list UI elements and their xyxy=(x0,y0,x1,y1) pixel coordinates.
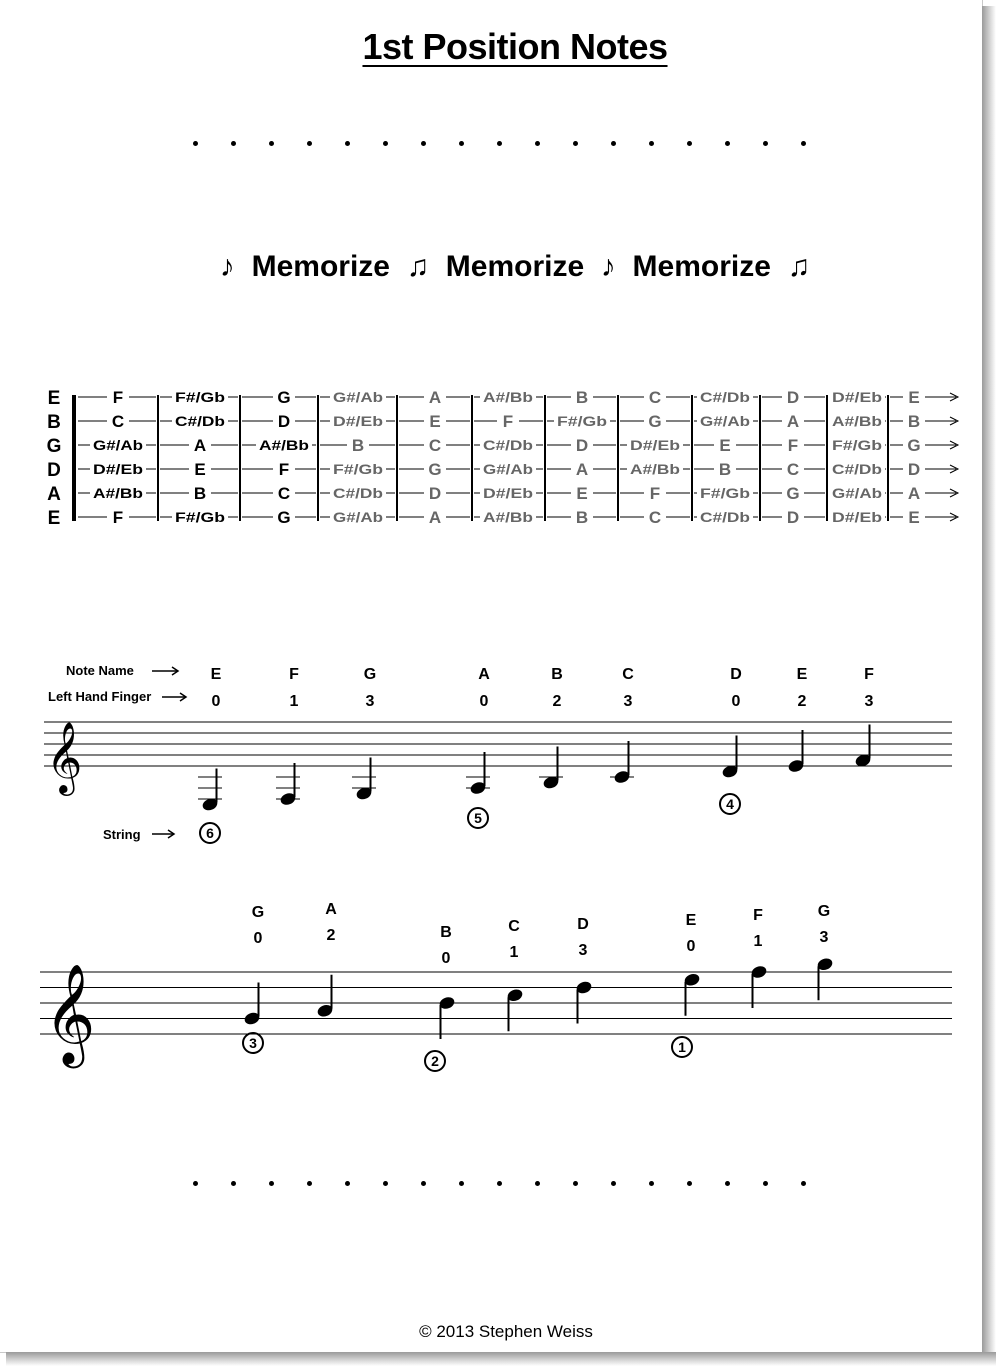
fret-note: C xyxy=(111,412,125,432)
fret-note: A xyxy=(575,460,589,480)
finger-number: 3 xyxy=(623,693,633,710)
treble-clef-icon: 𝄞 xyxy=(44,965,96,1062)
fret-note: D xyxy=(907,460,921,480)
fretboard-chart xyxy=(0,375,982,525)
music-note-icon: ♪ xyxy=(219,250,235,283)
divider-dot xyxy=(687,1181,692,1186)
fret-note: D#/Eb xyxy=(333,413,383,430)
finger-number: 2 xyxy=(552,693,562,710)
note-name: C xyxy=(508,918,520,935)
divider-dot xyxy=(497,1181,502,1186)
fret-note: G#/Ab xyxy=(333,509,383,525)
fret-note: G xyxy=(786,484,800,504)
fret-note: C xyxy=(428,436,442,456)
music-note-icon: ♫ xyxy=(406,250,430,283)
divider-dot xyxy=(725,1181,730,1186)
memorize-word: Memorize xyxy=(234,250,407,283)
finger-number: 3 xyxy=(819,929,829,946)
finger-number: 3 xyxy=(864,693,874,710)
divider-dot xyxy=(269,1181,274,1186)
finger-number: 1 xyxy=(289,693,299,710)
note-name: A xyxy=(478,666,490,683)
fret-note: G#/Ab xyxy=(93,437,143,454)
divider-dot xyxy=(383,1181,388,1186)
fret-note: A xyxy=(428,388,442,408)
fret-note: G xyxy=(428,460,442,480)
finger-number: 0 xyxy=(479,693,489,710)
string-label: G xyxy=(46,436,62,457)
fret-note: E xyxy=(429,412,441,432)
divider-dot xyxy=(459,1181,464,1186)
fret-note: B xyxy=(575,508,589,525)
finger-number: 3 xyxy=(365,693,375,710)
divider-dot xyxy=(345,1181,350,1186)
note-name: D xyxy=(730,666,742,683)
fret-note: C xyxy=(648,508,662,525)
fret-note: F#/Gb xyxy=(700,485,750,502)
fret-note: D xyxy=(786,508,800,525)
svg-text:1: 1 xyxy=(678,1039,686,1055)
fret-note: C#/Db xyxy=(175,413,225,430)
fret-note: A#/Bb xyxy=(93,485,143,502)
fret-note: F xyxy=(278,460,290,480)
note-name: F xyxy=(289,666,299,683)
svg-text:2: 2 xyxy=(431,1053,439,1069)
note-name: G xyxy=(817,903,831,920)
note-name: B xyxy=(551,666,563,683)
divider-dot xyxy=(573,1181,578,1186)
svg-text:6: 6 xyxy=(206,825,214,841)
fret-note: A#/Bb xyxy=(259,437,309,454)
fret-note: B xyxy=(351,436,365,456)
string-number-marker xyxy=(425,1051,445,1071)
finger-number: 3 xyxy=(578,942,588,959)
divider-dot xyxy=(383,141,388,146)
fret-note: A xyxy=(786,412,800,432)
fret-note: G xyxy=(277,508,291,525)
page-shadow-bottom xyxy=(6,1352,996,1366)
string-number-marker xyxy=(243,1033,263,1053)
page-title: 1st Position Notes xyxy=(362,26,668,67)
note-name: F xyxy=(864,666,874,683)
fret-note: A#/Bb xyxy=(483,509,533,525)
fret-note: A#/Bb xyxy=(630,461,680,478)
fret-note: G#/Ab xyxy=(700,413,750,430)
memorize-word: Memorize xyxy=(429,250,601,283)
note-name: E xyxy=(685,912,697,929)
fret-note: C#/Db xyxy=(700,389,750,406)
finger-number: 2 xyxy=(797,693,807,710)
note-name: E xyxy=(796,666,808,683)
fret-note: D xyxy=(428,484,442,504)
fret-note: A xyxy=(907,484,921,504)
string-label: A xyxy=(47,484,61,505)
fret-note: B xyxy=(575,388,589,408)
nut-bar xyxy=(72,395,76,521)
divider-dot xyxy=(763,141,768,146)
fret-note: E xyxy=(194,460,206,480)
divider-dot xyxy=(193,1181,198,1186)
divider-dot xyxy=(421,1181,426,1186)
divider-dot xyxy=(497,141,502,146)
music-note-icon: ♫ xyxy=(787,250,811,283)
staff-high-notes xyxy=(0,900,982,1080)
fret-note: D#/Eb xyxy=(832,389,882,406)
fret-note: G xyxy=(277,388,291,408)
fret-note: C xyxy=(277,484,291,504)
fret-note: F#/Gb xyxy=(333,461,383,478)
fret-note: D xyxy=(786,388,800,408)
fret-note: G#/Ab xyxy=(483,461,533,478)
fret-note: B xyxy=(193,484,207,504)
fret-note: A#/Bb xyxy=(832,413,882,430)
fret-note: A#/Bb xyxy=(483,389,533,406)
fret-note: C#/Db xyxy=(832,461,882,478)
page-shadow-right xyxy=(982,6,996,1365)
fret-note: D xyxy=(575,436,589,456)
fret-note: D#/Eb xyxy=(483,485,533,502)
finger-number: 1 xyxy=(753,933,763,950)
divider-dot xyxy=(687,141,692,146)
finger-number: 0 xyxy=(686,938,696,955)
divider-dot xyxy=(345,141,350,146)
fret-note: C xyxy=(786,460,800,480)
fret-note: A xyxy=(193,436,207,456)
divider-dot xyxy=(231,1181,236,1186)
note-name: B xyxy=(440,924,452,941)
string-number-marker xyxy=(200,823,220,843)
note-name: G xyxy=(363,666,377,683)
fret-note: C#/Db xyxy=(483,437,533,454)
divider-dot xyxy=(573,141,578,146)
string-label: E xyxy=(47,388,61,409)
fret-note: A xyxy=(428,508,442,525)
divider-dot xyxy=(535,141,540,146)
fret-note: E xyxy=(908,388,920,408)
finger-label: Left Hand Finger xyxy=(48,689,152,704)
fret-note: F#/Gb xyxy=(175,389,225,406)
divider-dot xyxy=(649,141,654,146)
string-number-marker xyxy=(720,794,740,814)
finger-number: 0 xyxy=(253,930,263,947)
note-name-label: Note Name xyxy=(66,663,134,678)
divider-dot xyxy=(193,141,198,146)
fret-note: F#/Gb xyxy=(557,413,607,430)
note-name: E xyxy=(210,666,222,683)
finger-number: 0 xyxy=(211,693,221,710)
divider-dot xyxy=(421,141,426,146)
fret-note: F xyxy=(787,436,799,456)
memorize-word: Memorize xyxy=(615,250,788,283)
divider-dot xyxy=(611,1181,616,1186)
string-number-marker xyxy=(672,1037,692,1057)
fret-note: D#/Eb xyxy=(93,461,143,478)
string-label: B xyxy=(47,412,61,433)
fret-note: F#/Gb xyxy=(175,509,225,525)
fret-note: F#/Gb xyxy=(832,437,882,454)
fret-note: F xyxy=(112,508,124,525)
fret-note: B xyxy=(718,460,732,480)
svg-text:3: 3 xyxy=(249,1035,257,1051)
divider-dot xyxy=(307,141,312,146)
memorize-banner xyxy=(0,250,1000,284)
divider-dot xyxy=(725,141,730,146)
finger-number: 0 xyxy=(731,693,741,710)
string-label: E xyxy=(47,508,61,525)
fret-note: C#/Db xyxy=(333,485,383,502)
string-label-text: String xyxy=(103,827,141,842)
fret-note: B xyxy=(907,412,921,432)
fret-note: G xyxy=(907,436,921,456)
fret-note: F xyxy=(649,484,661,504)
note-name: A xyxy=(325,901,337,918)
string-number-marker xyxy=(468,808,488,828)
fret-note: C#/Db xyxy=(700,509,750,525)
note-name: D xyxy=(577,916,589,933)
fret-note: G#/Ab xyxy=(832,485,882,502)
copyright-text: © 2013 Stephen Weiss xyxy=(419,1322,593,1341)
note-name: C xyxy=(622,666,634,683)
divider-dot xyxy=(611,141,616,146)
fret-note: D#/Eb xyxy=(832,509,882,525)
divider-dot xyxy=(763,1181,768,1186)
divider-dot xyxy=(535,1181,540,1186)
divider-dot xyxy=(649,1181,654,1186)
finger-number: 0 xyxy=(441,950,451,967)
dot-divider-bottom xyxy=(176,1175,826,1195)
fret-note: D#/Eb xyxy=(630,437,680,454)
note-name: G xyxy=(251,904,265,921)
treble-clef-icon: 𝄞 xyxy=(46,723,83,792)
music-note-icon: ♪ xyxy=(600,250,616,283)
fret-note: C xyxy=(648,388,662,408)
divider-dot xyxy=(269,141,274,146)
svg-text:5: 5 xyxy=(474,810,482,826)
staff-low-notes xyxy=(0,655,982,855)
fret-note: D xyxy=(277,412,291,432)
divider-dot xyxy=(307,1181,312,1186)
note-name: F xyxy=(753,907,763,924)
divider-dot xyxy=(231,141,236,146)
finger-number: 1 xyxy=(509,944,519,961)
svg-text:4: 4 xyxy=(726,796,734,812)
fret-note: F xyxy=(502,412,514,432)
fret-note: F xyxy=(112,388,124,408)
dot-divider-top xyxy=(176,135,826,155)
divider-dot xyxy=(801,141,806,146)
fret-note: E xyxy=(576,484,588,504)
fret-note: G#/Ab xyxy=(333,389,383,406)
fret-note: E xyxy=(719,436,731,456)
finger-number: 2 xyxy=(326,927,336,944)
fret-note: E xyxy=(908,508,920,525)
string-label: D xyxy=(47,460,61,481)
divider-dot xyxy=(801,1181,806,1186)
divider-dot xyxy=(459,141,464,146)
fret-note: G xyxy=(648,412,662,432)
